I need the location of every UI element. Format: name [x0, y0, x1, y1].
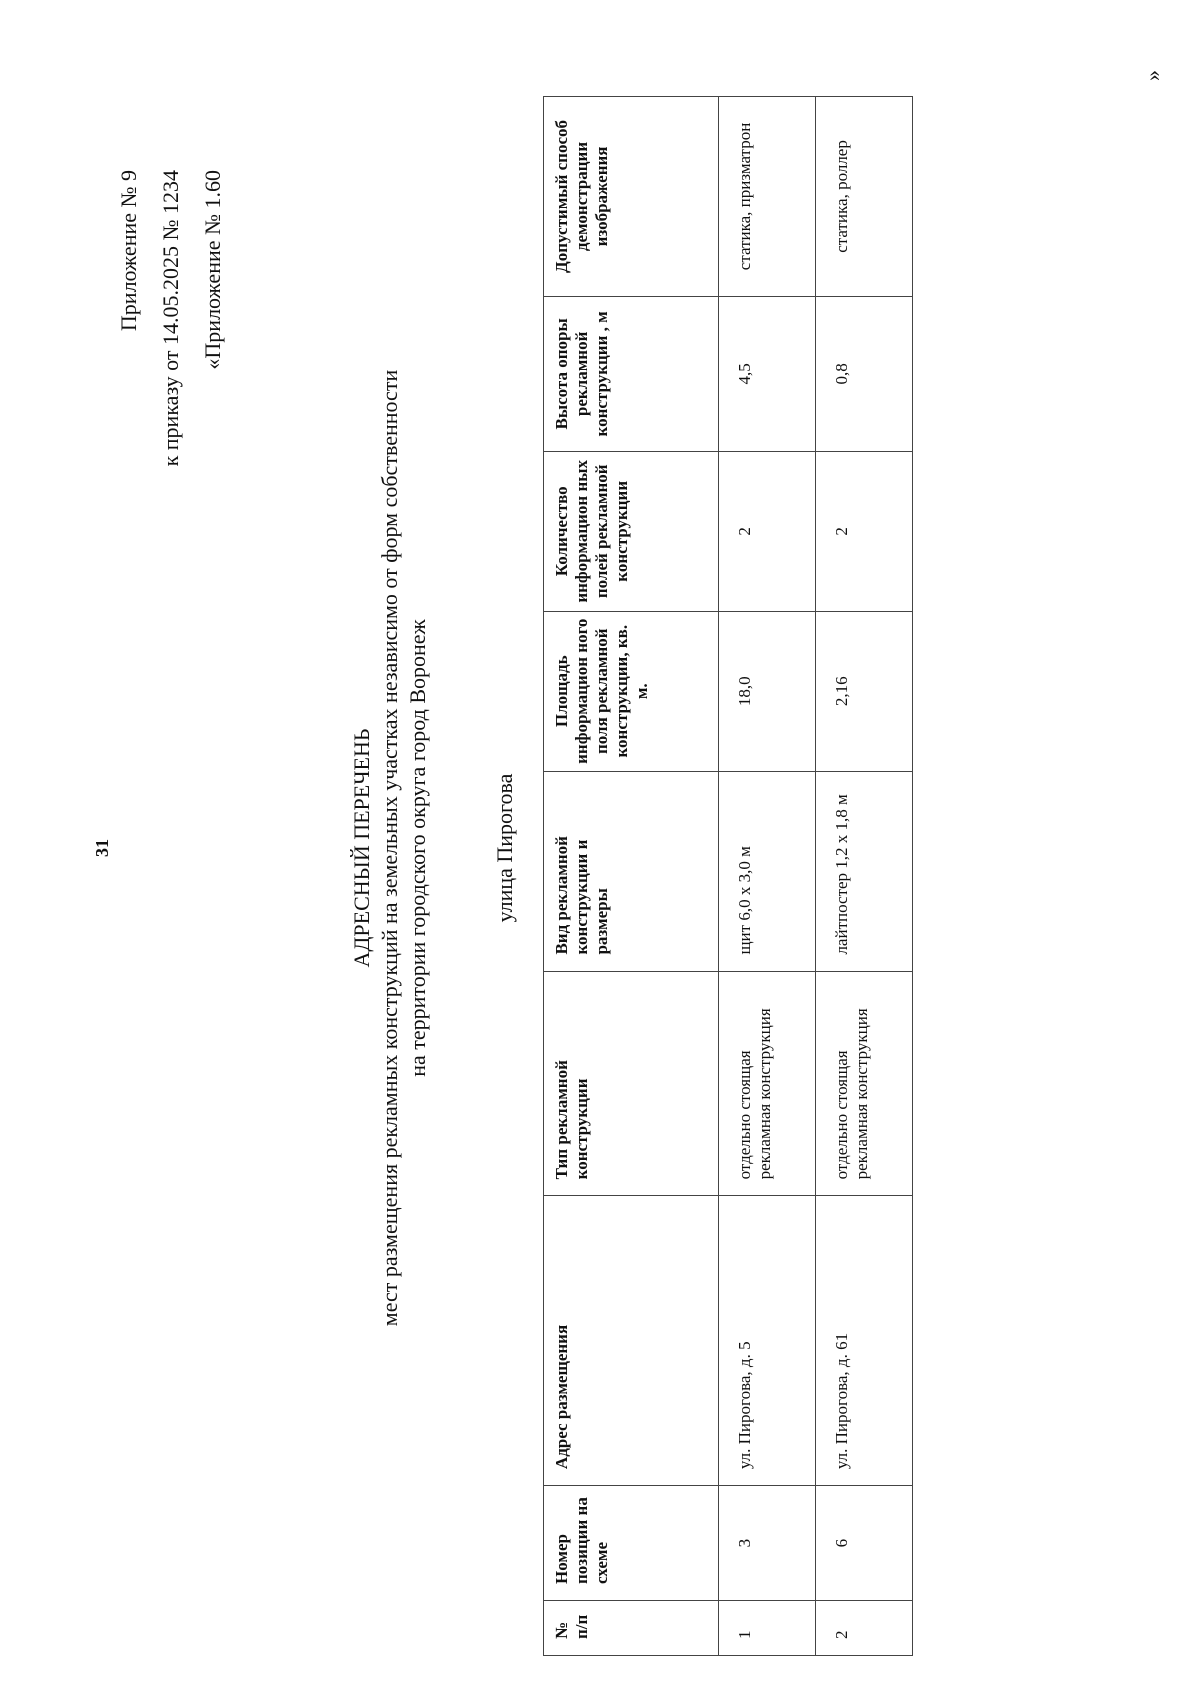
cell-construction-kind: щит 6,0 х 3,0 м — [719, 771, 816, 971]
cell-number: 2 — [816, 1601, 913, 1656]
header-construction-type: Тип рекламной конструкции — [544, 971, 719, 1196]
appendix-line-1: Приложение № 9 — [116, 170, 141, 332]
street-name: улица Пирогова — [492, 773, 517, 923]
document-heading — [348, 0, 432, 1696]
cell-field-area: 2,16 — [816, 611, 913, 771]
document-title: АДРЕСНЫЙ ПЕРЕЧЕНЬ — [349, 728, 374, 968]
cell-support-height: 4,5 — [719, 296, 816, 451]
table-row — [719, 97, 816, 1656]
header-display-method: Допустимый способ демонстрации изображения — [544, 97, 719, 297]
appendix-line-3: «Приложение № 1.60 — [200, 170, 225, 370]
page-number: 31 — [92, 839, 112, 857]
table-row — [816, 97, 913, 1656]
cell-scheme-position: 3 — [719, 1486, 816, 1601]
header-number: № п/п — [544, 1601, 719, 1656]
header-scheme-position: Номер позиции на схеме — [544, 1486, 719, 1601]
header-field-count: Количество информацион ных полей рекламной конструкции — [544, 451, 719, 611]
cell-construction-type: отдельно стоящая рекламная конструкция — [719, 971, 816, 1196]
placement-table — [543, 96, 913, 1656]
cell-field-area: 18,0 — [719, 611, 816, 771]
header-support-height: Высота опоры рекламной конструкции , м — [544, 296, 719, 451]
document-subtitle-1: мест размещения рекламных конструкций на земельных участках независимо от форм собственности — [377, 369, 402, 1327]
document-subtitle-2: на территории городского округа город Воронеж — [405, 619, 430, 1077]
closing-quote: » — [1140, 70, 1165, 81]
cell-construction-type: отдельно стоящая рекламная конструкция — [816, 971, 913, 1196]
cell-field-count: 2 — [719, 451, 816, 611]
appendix-line-2: к приказу от 14.05.2025 № 1234 — [158, 170, 183, 467]
header-field-area: Площадь информацион ного поля рекламной конструкции, кв. м. — [544, 611, 719, 771]
cell-scheme-position: 6 — [816, 1486, 913, 1601]
cell-support-height: 0,8 — [816, 296, 913, 451]
header-construction-kind: Вид рекламной конструкции и размеры — [544, 771, 719, 971]
header-address: Адрес размещения — [544, 1196, 719, 1486]
cell-display-method: статика, призматрон — [719, 97, 816, 297]
cell-address: ул. Пирогова, д. 5 — [719, 1196, 816, 1486]
cell-address: ул. Пирогова, д. 61 — [816, 1196, 913, 1486]
table-header-row — [544, 97, 719, 1656]
cell-construction-kind: лайтпостер 1,2 х 1,8 м — [816, 771, 913, 971]
cell-number: 1 — [719, 1601, 816, 1656]
appendix-block — [108, 170, 234, 466]
cell-field-count: 2 — [816, 451, 913, 611]
cell-display-method: статика, роллер — [816, 97, 913, 297]
